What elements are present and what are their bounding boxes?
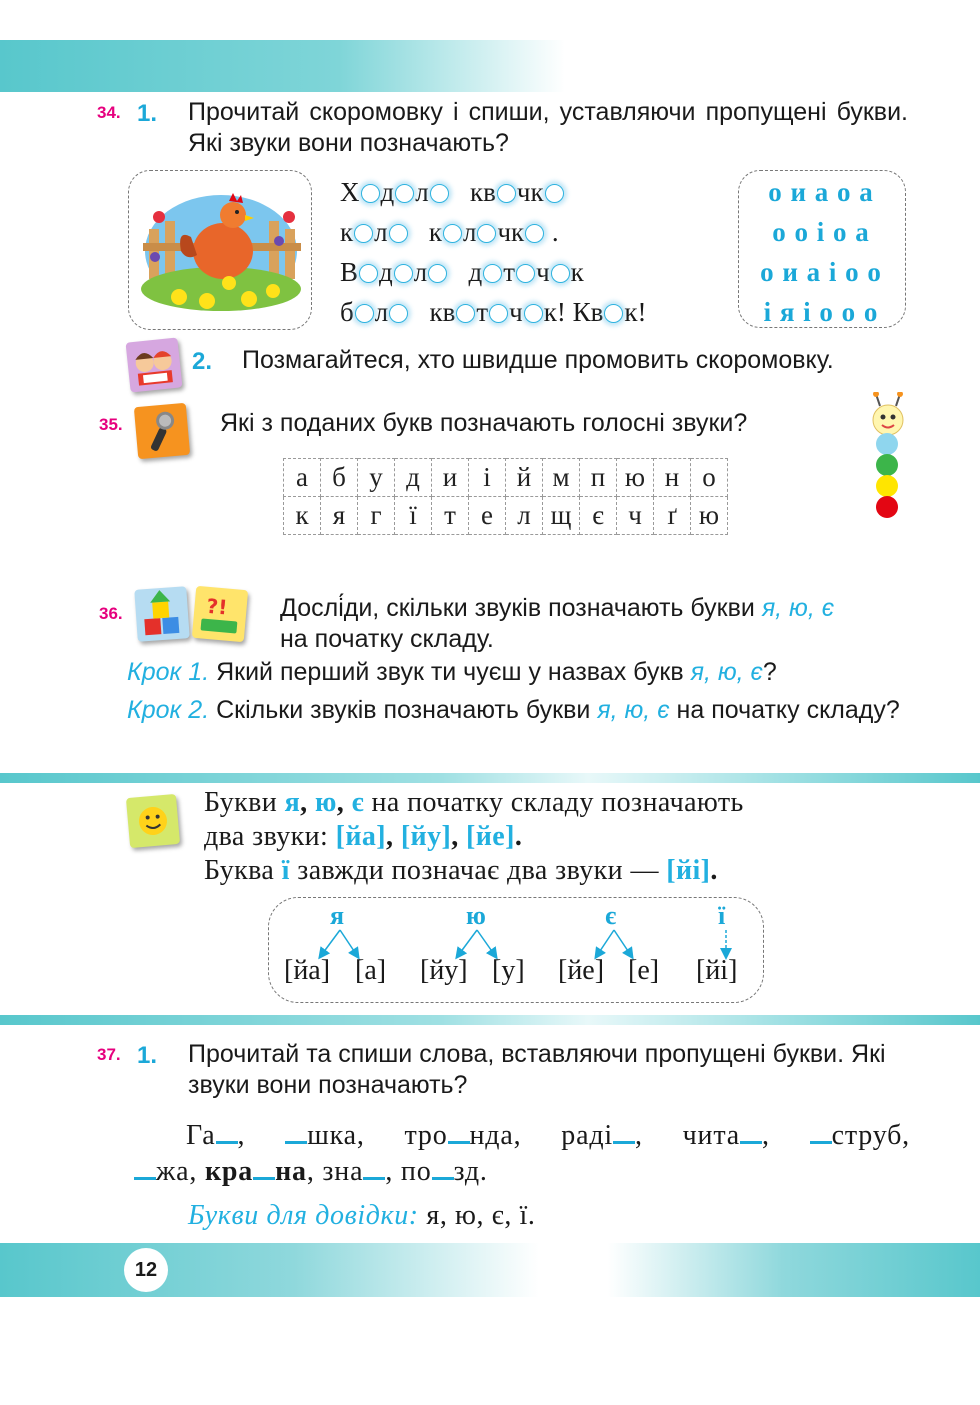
page-number: 12 <box>124 1248 168 1292</box>
letter-cell[interactable]: ю <box>691 497 728 535</box>
letter-cell[interactable]: й <box>506 459 543 497</box>
top-color-band <box>0 40 565 92</box>
blank-circle[interactable] <box>394 264 413 283</box>
scheme-letter-yu: ю <box>466 901 486 930</box>
blocks-icon <box>134 586 190 642</box>
scheme-letter-yi: ї <box>718 901 726 930</box>
letter-cell[interactable]: а <box>284 459 321 497</box>
letter-gap[interactable] <box>285 1123 307 1144</box>
blank-circle[interactable] <box>516 264 535 283</box>
twister-line-3: В д л д т ч к <box>340 257 584 287</box>
letter-cell[interactable]: ю <box>617 459 654 497</box>
words-line-2: жа, кра на, зна , по зд. <box>134 1154 910 1190</box>
task-text-35: Які з поданих букв позначають голосні звуки? <box>220 409 748 437</box>
blank-circle[interactable] <box>354 224 373 243</box>
blank-circle[interactable] <box>489 304 508 323</box>
exercise-number-36: 36. <box>99 604 123 623</box>
rule-divider-top <box>0 773 980 783</box>
blank-circle[interactable] <box>389 224 408 243</box>
letter-cell[interactable]: ч <box>617 497 654 535</box>
helper-row-1: о и а о а <box>768 177 874 207</box>
exercise-number-37: 37. <box>97 1045 121 1064</box>
blank-circle[interactable] <box>443 224 462 243</box>
letter-cell[interactable]: у <box>358 459 395 497</box>
letter-gap[interactable] <box>432 1159 454 1180</box>
blank-circle[interactable] <box>524 304 543 323</box>
letter-gap[interactable] <box>448 1123 470 1144</box>
task-text-37-1: Прочитай та спиши слова, вставляючи пропущені букви. Які звуки вони позначають? <box>188 1040 886 1099</box>
rule-text <box>204 786 910 888</box>
letter-cell[interactable]: ї <box>395 497 432 535</box>
twister-line-4: б л кв т ч к! Кв к! <box>340 297 647 327</box>
rule-line-1: Букви я, ю, є на початку складу позначають <box>204 787 744 818</box>
step-1: Крок 1. Який перший звук ти чуєш у назвах букв я, ю, є? <box>127 658 777 686</box>
exercise-number-35: 35. <box>99 415 123 434</box>
task-number-34-2: 2. <box>192 348 213 375</box>
letter-cell[interactable]: л <box>506 497 543 535</box>
step-2: Крок 2. Скільки звуків позначають букви я, ю, є на початку складу? <box>127 696 900 724</box>
scheme-letter-ya: я <box>330 901 345 930</box>
question-book-icon <box>192 586 248 642</box>
rule-line-2: два звуки: [йа], [йу], [йе]. <box>204 821 523 852</box>
blank-circle[interactable] <box>483 264 502 283</box>
scheme-sound: [а] <box>355 955 387 986</box>
blank-circle[interactable] <box>497 184 516 203</box>
letter-gap[interactable] <box>134 1159 156 1180</box>
caterpillar-icon <box>860 392 916 522</box>
blank-circle[interactable] <box>604 304 623 323</box>
exercise-number-34: 34. <box>97 103 121 122</box>
letter-gap[interactable] <box>216 1123 238 1144</box>
pair-work-icon <box>126 337 183 392</box>
scheme-sound: [йу] <box>420 955 468 986</box>
task-text-34-1: Прочитай скоромовку і спиши, уставляючи пропущені букви. Які звуки вони позначають? <box>188 98 908 157</box>
scheme-sound: [йі] <box>696 955 738 986</box>
task-text-34-2: Позмагайтеся, хто швидше промовить скоромовку. <box>242 346 834 374</box>
task-text-36: Дослі́ди, скільки звуків позначають букви я, ю, є на початку складу. <box>280 594 835 653</box>
letter-cell[interactable]: т <box>432 497 469 535</box>
microphone-icon <box>134 403 190 459</box>
twister-line-2: к л к л чк . <box>340 217 559 247</box>
scheme-letter-ye: є <box>605 901 617 930</box>
blank-circle[interactable] <box>359 264 378 283</box>
svg-text:?!: ?! <box>205 593 229 620</box>
hen-with-chicks-illustration <box>129 171 311 329</box>
letter-gap[interactable] <box>740 1123 762 1144</box>
blank-circle[interactable] <box>361 184 380 203</box>
letter-cell[interactable]: я <box>321 497 358 535</box>
scheme-sound: [йе] <box>558 955 605 986</box>
blank-circle[interactable] <box>477 224 496 243</box>
letter-cell[interactable]: и <box>432 459 469 497</box>
letter-cell[interactable]: е <box>469 497 506 535</box>
blank-circle[interactable] <box>545 184 564 203</box>
letter-cell[interactable]: д <box>395 459 432 497</box>
letter-gap[interactable] <box>810 1123 832 1144</box>
scheme-sound: [у] <box>492 955 525 986</box>
reference-letters: Букви для довідки: я, ю, є, ї. <box>188 1200 536 1231</box>
rule-line-3: Буква ї завжди позначає два звуки — [йі]. <box>204 855 718 886</box>
blank-circle[interactable] <box>525 224 544 243</box>
letter-cell[interactable]: г <box>358 497 395 535</box>
task-number-37-1: 1. <box>137 1042 158 1069</box>
letter-gap[interactable] <box>253 1159 275 1180</box>
letters-row-2 <box>284 497 728 535</box>
blank-circle[interactable] <box>456 304 475 323</box>
letter-gap[interactable] <box>613 1123 635 1144</box>
scheme-sound: [йа] <box>284 955 331 986</box>
letter-cell[interactable]: і <box>469 459 506 497</box>
scheme-sound: [е] <box>628 955 660 986</box>
rule-divider-bottom <box>0 1015 980 1025</box>
letter-cell[interactable]: о <box>691 459 728 497</box>
task-number-34-1: 1. <box>137 100 158 127</box>
tongue-twister <box>340 172 647 332</box>
letter-cell[interactable]: м <box>543 459 580 497</box>
letter-cell[interactable]: п <box>580 459 617 497</box>
letters-row-1 <box>284 459 728 497</box>
words-line-1: Га , шка, тро нда, раді , чита , струб, <box>186 1120 910 1151</box>
helper-row-3: о и а і о о <box>760 257 882 287</box>
hen-picture-frame <box>128 170 312 330</box>
letter-cell[interactable]: б <box>321 459 358 497</box>
helper-row-4: і я і о о о <box>763 297 879 327</box>
words-with-gaps <box>134 1118 910 1190</box>
blank-circle[interactable] <box>395 184 414 203</box>
helper-letters <box>738 172 904 332</box>
blank-circle[interactable] <box>428 264 447 283</box>
letter-cell[interactable]: щ <box>543 497 580 535</box>
helper-row-2: о о і о а <box>772 217 870 247</box>
letter-cell[interactable]: к <box>284 497 321 535</box>
letter-cell[interactable]: ґ <box>654 497 691 535</box>
twister-line-1: Х д л кв чк <box>340 172 647 212</box>
smiley-icon <box>126 794 180 848</box>
blank-circle[interactable] <box>430 184 449 203</box>
blank-circle[interactable] <box>355 304 374 323</box>
letters-table <box>283 458 728 535</box>
letter-cell[interactable]: н <box>654 459 691 497</box>
blank-circle[interactable] <box>389 304 408 323</box>
blank-circle[interactable] <box>551 264 570 283</box>
letter-gap[interactable] <box>363 1159 385 1180</box>
letter-cell[interactable]: є <box>580 497 617 535</box>
